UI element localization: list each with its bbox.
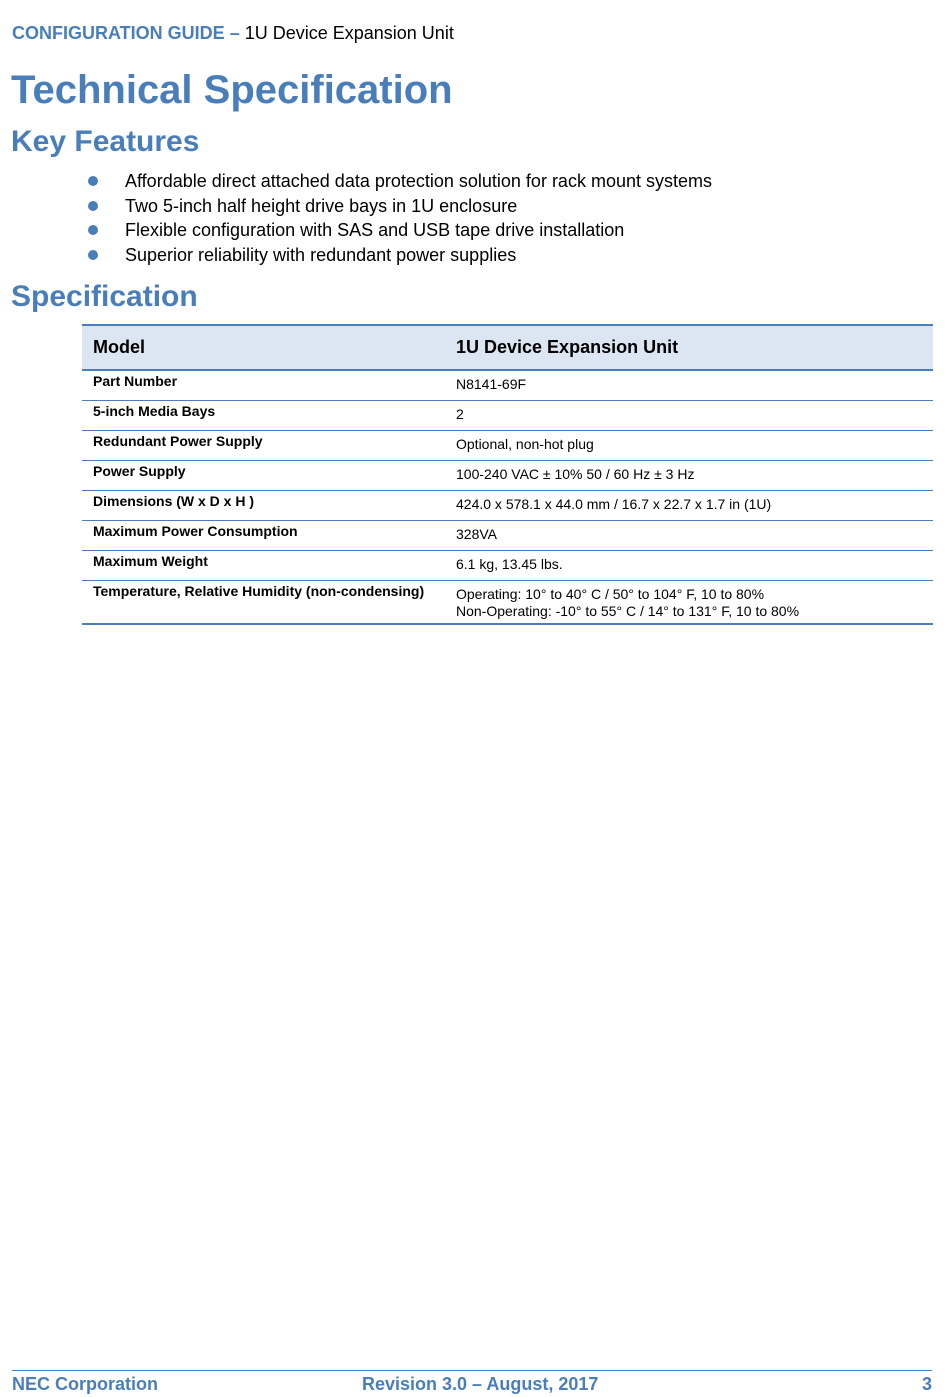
spec-value: N8141-69F — [445, 370, 933, 401]
spec-value: 328VA — [445, 521, 933, 551]
key-features-list — [0, 169, 712, 267]
bullet-icon — [88, 225, 98, 235]
spec-label: Part Number — [82, 370, 445, 401]
table-row — [82, 431, 933, 461]
page-title: Technical Specification — [11, 68, 453, 112]
spec-value: 6.1 kg, 13.45 lbs. — [445, 551, 933, 581]
spec-label: Power Supply — [82, 461, 445, 491]
key-features-heading: Key Features — [11, 125, 200, 158]
spec-label: 5-inch Media Bays — [82, 401, 445, 431]
footer-company: NEC Corporation — [12, 1374, 158, 1394]
table-row — [82, 581, 933, 625]
feature-text: Two 5-inch half height drive bays in 1U enclosure — [125, 195, 518, 216]
bullet-icon — [88, 250, 98, 260]
table-row — [82, 370, 933, 401]
spec-value: 2 — [445, 401, 933, 431]
footer-divider — [12, 1370, 932, 1371]
specification-heading: Specification — [11, 280, 198, 313]
table-row — [82, 461, 933, 491]
feature-item — [0, 243, 712, 268]
table-row — [82, 401, 933, 431]
table-row — [82, 551, 933, 581]
spec-value: Optional, non-hot plug — [445, 431, 933, 461]
non-operating-range: Non-Operating: -10° to 55° C / 14° to 131° F, 10 to 80% — [456, 603, 800, 619]
spec-value: 100-240 VAC ± 10% 50 / 60 Hz ± 3 Hz — [445, 461, 933, 491]
guide-title: CONFIGURATION GUIDE — [12, 23, 225, 43]
header-product-name: 1U Device Expansion Unit — [244, 23, 454, 43]
spec-value: 424.0 x 578.1 x 44.0 mm / 16.7 x 22.7 x 1.7 in (1U) — [445, 491, 933, 521]
model-header-label: Model — [82, 325, 445, 370]
operating-range: Operating: 10° to 40° C / 50° to 104° F, 10 to 80% — [456, 586, 765, 602]
footer-revision: Revision 3.0 – August, 2017 — [362, 1374, 599, 1394]
spec-label: Maximum Power Consumption — [82, 521, 445, 551]
specification-table — [82, 324, 933, 625]
bullet-icon — [88, 176, 98, 186]
feature-text: Superior reliability with redundant power supplies — [125, 244, 517, 265]
model-header-value: 1U Device Expansion Unit — [445, 325, 933, 370]
feature-text: Affordable direct attached data protection solution for rack mount systems — [125, 171, 712, 191]
feature-item — [0, 169, 712, 194]
spec-value — [445, 581, 933, 625]
feature-item — [0, 194, 712, 219]
spec-label: Dimensions (W x D x H ) — [82, 491, 445, 521]
page-number: 3 — [921, 1374, 932, 1394]
spec-label: Temperature, Relative Humidity (non-condensing) — [82, 581, 445, 625]
spec-label: Redundant Power Supply — [82, 431, 445, 461]
bullet-icon — [88, 201, 98, 211]
table-row — [82, 521, 933, 551]
table-row — [82, 491, 933, 521]
header-separator: – — [229, 23, 240, 43]
feature-text: Flexible configuration with SAS and USB tape drive installation — [125, 220, 625, 240]
document-header — [12, 22, 454, 44]
feature-item — [0, 218, 712, 243]
table-header-row — [82, 325, 933, 370]
spec-label: Maximum Weight — [82, 551, 445, 581]
